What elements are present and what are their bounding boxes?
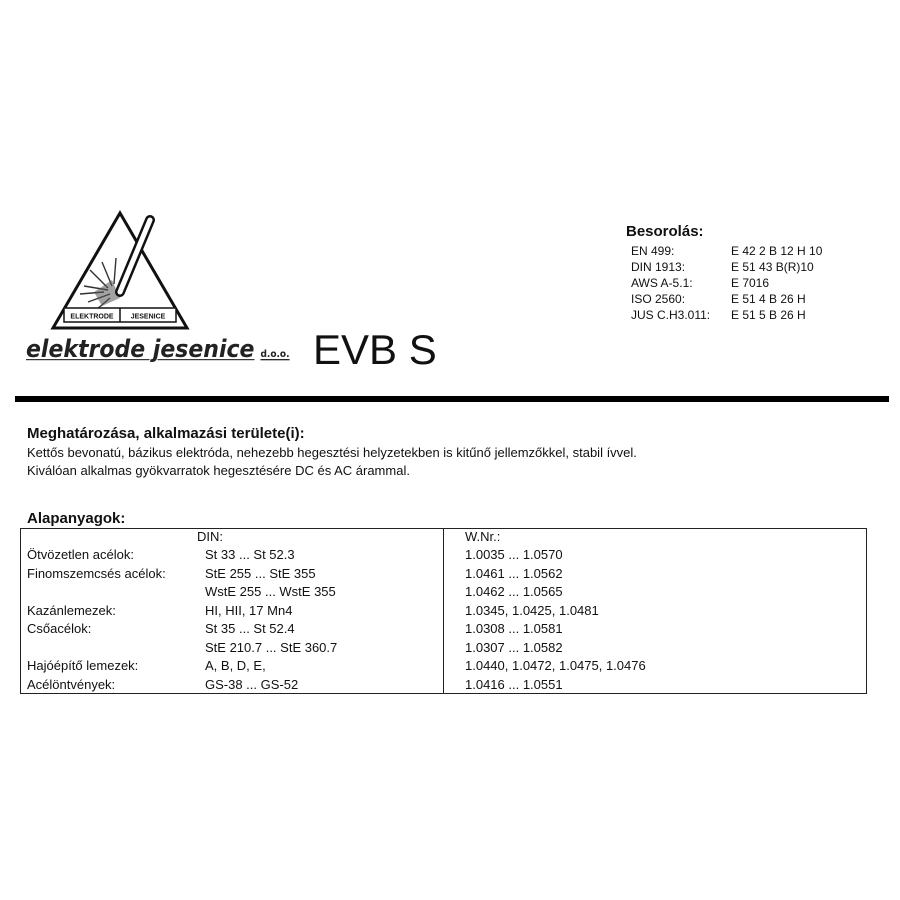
company-suffix: d.o.o. bbox=[260, 349, 290, 361]
material-wnr: 1.0308 ... 1.0581 bbox=[465, 621, 563, 636]
material-din: St 33 ... St 52.3 bbox=[205, 547, 295, 562]
header-divider bbox=[15, 396, 889, 402]
material-din: StE 255 ... StE 355 bbox=[205, 566, 316, 581]
classification-row bbox=[631, 275, 822, 291]
classification-table bbox=[631, 243, 822, 323]
classification-standard: AWS A-5.1: bbox=[631, 276, 693, 290]
classification-standard: JUS C.H3.011: bbox=[631, 308, 711, 322]
material-label: Ötvözetlen acélok: bbox=[27, 547, 134, 562]
material-wnr: 1.0035 ... 1.0570 bbox=[465, 547, 563, 562]
logo-band-right: JESENICE bbox=[130, 313, 166, 321]
logo-band-left: ELEKTRODE bbox=[70, 313, 114, 321]
classification-row bbox=[631, 259, 822, 275]
din-column-header: DIN: bbox=[197, 529, 223, 544]
classification-title: Besorolás: bbox=[626, 223, 704, 240]
material-din: GS-38 ... GS-52 bbox=[205, 677, 299, 692]
classification-row bbox=[631, 307, 822, 323]
classification-standard: DIN 1913: bbox=[631, 260, 686, 274]
material-wnr: 1.0416 ... 1.0551 bbox=[465, 677, 563, 692]
material-label: Csőacélok: bbox=[27, 621, 92, 636]
company-name: elektrode jesenice bbox=[26, 336, 255, 364]
material-din: A, B, D, E, bbox=[205, 658, 266, 673]
classification-standard: EN 499: bbox=[631, 244, 675, 258]
description-heading: Meghatározása, alkalmazási területe(i): bbox=[27, 425, 305, 442]
material-din: St 35 ... St 52.4 bbox=[205, 621, 295, 636]
classification-value: E 7016 bbox=[731, 276, 770, 290]
material-label: Acélöntvények: bbox=[27, 677, 116, 692]
wnr-column-header: W.Nr.: bbox=[465, 529, 501, 544]
material-din: HI, HII, 17 Mn4 bbox=[205, 603, 293, 618]
classification-value: E 51 5 B 26 H bbox=[731, 308, 806, 322]
product-title: EVB S bbox=[313, 326, 437, 373]
logo-triangle-icon bbox=[50, 210, 190, 332]
classification-standard: ISO 2560: bbox=[631, 292, 686, 306]
material-wnr: 1.0461 ... 1.0562 bbox=[465, 566, 563, 581]
material-label: Finomszemcsés acélok: bbox=[27, 566, 166, 581]
classification-row bbox=[631, 243, 822, 259]
classification-value: E 51 43 B(R)10 bbox=[731, 260, 814, 274]
materials-heading: Alapanyagok: bbox=[27, 510, 126, 527]
material-wnr: 1.0462 ... 1.0565 bbox=[465, 584, 563, 599]
material-din: StE 210.7 ... StE 360.7 bbox=[205, 640, 338, 655]
classification-row bbox=[631, 291, 822, 307]
description-line-1: Kettős bevonatú, bázikus elektróda, nehezebb hegesztési helyzetekben is kitűnő jellemzőkkel, stabil ívvel. bbox=[27, 445, 637, 460]
material-wnr: 1.0345, 1.0425, 1.0481 bbox=[465, 603, 599, 618]
material-wnr: 1.0307 ... 1.0582 bbox=[465, 640, 563, 655]
material-wnr: 1.0440, 1.0472, 1.0475, 1.0476 bbox=[465, 658, 646, 673]
classification-value: E 42 2 B 12 H 10 bbox=[731, 244, 823, 258]
company-logo-text bbox=[26, 336, 290, 364]
material-label: Kazánlemezek: bbox=[27, 603, 116, 618]
material-label: Hajóépítő lemezek: bbox=[27, 658, 139, 673]
classification-value: E 51 4 B 26 H bbox=[731, 292, 806, 306]
material-din: WstE 255 ... WstE 355 bbox=[205, 584, 336, 599]
description-line-2: Kiválóan alkalmas gyökvarratok hegesztésére DC és AC árammal. bbox=[27, 463, 410, 478]
materials-column-divider bbox=[443, 528, 444, 694]
